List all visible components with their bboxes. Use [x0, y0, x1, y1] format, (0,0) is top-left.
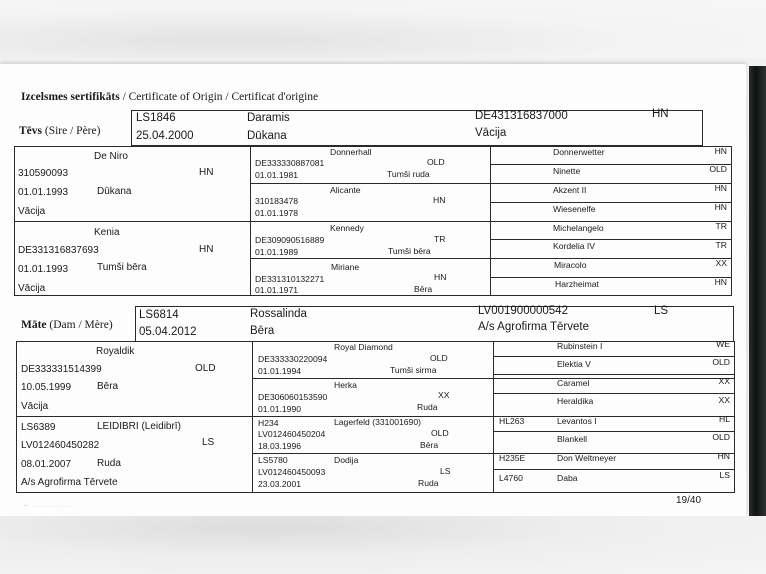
ds-dam-breed: XX	[438, 390, 450, 400]
dam-dam-name: LEIDIBRI (Leidibrī)	[97, 421, 181, 432]
ds-sire-birth-date: 01.01.1994	[258, 366, 302, 376]
gen4-breed: OLD	[712, 432, 730, 442]
gen4-name: Michelangelo	[553, 223, 604, 233]
ss-sire-breed: OLD	[427, 157, 445, 167]
sd-sire-birth-date: 01.01.1989	[255, 247, 299, 257]
title-latvian: Izcelsmes sertifikāts	[21, 91, 120, 103]
gen4-name: Daba	[557, 473, 578, 483]
gen4-code: L4760	[499, 473, 523, 483]
dam-breed: LS	[654, 305, 669, 317]
dam-dam-reg-no: LS6389	[21, 422, 56, 433]
dam-sire-birth-date: 10.05.1999	[21, 382, 72, 393]
sd-dam-name: Miriane	[331, 262, 360, 272]
title-translations: / Certificate of Origin / Certificat d'origine	[119, 91, 319, 103]
sire-country: Vācija	[475, 127, 507, 139]
sire-birth-date: 25.04.2000	[136, 130, 194, 142]
gen4-breed: HN	[717, 451, 730, 461]
dam-reg-no: LS6814	[139, 309, 179, 321]
ds-sire-breed: OLD	[430, 353, 448, 363]
dd-dam-birth-date: 23.03.2001	[258, 479, 302, 489]
sd-sire-id: DE309090516889	[255, 235, 325, 245]
sire-dam-color: Tumši bēra	[97, 262, 147, 273]
dd-dam-color: Ruda	[418, 478, 439, 488]
sire-sire-name: De Niro	[94, 151, 128, 162]
sd-sire-color: Tumši bēra	[388, 246, 431, 256]
dd-sire-name: Lagerfeld (331001690)	[334, 417, 421, 427]
ss-sire-id: DE333330887081	[255, 158, 325, 168]
gen4-name: Rubinstein I	[557, 341, 603, 351]
ss-sire-name: Donnerhall	[330, 147, 372, 157]
gen4-breed: XX	[715, 258, 727, 268]
dd-sire-reg-no: H234	[258, 418, 279, 428]
gen4-name: Elektia V	[557, 359, 591, 369]
ds-dam-name: Herka	[334, 380, 357, 390]
grid-divider	[252, 453, 735, 454]
ss-sire-color: Tumši ruda	[387, 169, 430, 179]
sire-color: Dūkana	[247, 130, 287, 142]
gen4-breed: TR	[715, 221, 727, 231]
gen4-name: Heraldika	[557, 396, 594, 406]
ss-dam-id: 310183478	[255, 196, 299, 206]
gen4-breed: XX	[718, 376, 730, 386]
dd-sire-breed: OLD	[431, 428, 449, 438]
certificate-title	[21, 91, 318, 103]
gen4-name: Wiesenelfe	[553, 204, 596, 214]
sire-sire-birth-date: 01.01.1993	[18, 187, 69, 198]
gen4-breed: HN	[714, 277, 727, 287]
sire-label-rest: (Sire / Père)	[42, 125, 101, 137]
sire-dam-name: Kenia	[94, 227, 120, 238]
sire-label-bold: Tēvs	[19, 125, 42, 137]
ds-dam-id: DE306060153590	[258, 392, 328, 402]
footer-stamp: ~ ·· ·········	[24, 503, 72, 510]
dam-sire-breed: OLD	[195, 363, 216, 374]
sd-dam-breed: HN	[434, 272, 447, 282]
grid-divider	[250, 258, 732, 259]
gen4-breed: WE	[716, 339, 730, 349]
dam-label	[21, 319, 113, 331]
dam-sire-country: Vācija	[21, 401, 49, 412]
gen4-code: HL263	[499, 416, 525, 426]
ss-dam-birth-date: 01.01.1978	[255, 208, 299, 218]
dd-sire-birth-date: 18.03.1996	[258, 441, 302, 451]
gen4-name: Don Weltmeyer	[557, 453, 617, 463]
sire-sire-id: 310590093	[18, 168, 69, 179]
gen4-name: Levantos I	[557, 416, 597, 426]
gen4-name: Harzheimat	[555, 279, 599, 289]
dam-dam-breed: LS	[202, 437, 215, 448]
grid-divider	[252, 378, 735, 379]
gen4-name: Akzent II	[553, 185, 587, 195]
sire-name: Daramis	[247, 112, 290, 124]
dam-color: Bēra	[250, 325, 275, 337]
gen4-breed: HN	[714, 183, 727, 193]
dam-dam-color: Ruda	[97, 458, 121, 469]
ds-sire-name: Royal Diamond	[334, 342, 393, 352]
dd-dam-breed: LS	[440, 466, 451, 476]
gen4-name: Donnerwetter	[553, 147, 605, 157]
gen4-breed: HN	[714, 146, 727, 156]
dam-name: Rossalinda	[250, 308, 307, 320]
grid-divider	[493, 374, 735, 375]
background-bottom	[0, 516, 766, 574]
gen4-name: Kordelia IV	[553, 241, 596, 251]
sd-dam-color: Bēra	[414, 284, 433, 294]
gen4-breed: TR	[715, 240, 727, 250]
gen4-code: H235E	[499, 453, 526, 463]
sd-dam-id: DE331310132271	[255, 274, 325, 284]
dam-label-bold: Māte	[21, 319, 47, 331]
gen4-name: Miracolo	[554, 260, 587, 270]
dam-ueln: LV001900000542	[478, 305, 568, 317]
dam-sire-name: Royaldik	[96, 346, 135, 357]
ds-sire-id: DE333330220094	[258, 354, 328, 364]
page-number: 19/40	[676, 495, 702, 506]
gen4-breed: XX	[718, 395, 730, 405]
ds-dam-color: Ruda	[417, 402, 438, 412]
sire-sire-country: Vācija	[18, 206, 46, 217]
binder-edge	[749, 66, 766, 516]
sire-dam-country: Vācija	[18, 283, 46, 294]
sire-label	[19, 125, 100, 137]
dam-dam-id: LV012460450282	[21, 440, 100, 451]
dd-dam-reg-no: LS5780	[258, 455, 288, 465]
grid-divider	[250, 183, 732, 184]
grid-divider	[493, 393, 735, 394]
dam-header-box	[135, 306, 734, 342]
background-top	[0, 0, 766, 58]
grid-divider	[252, 341, 253, 493]
gen4-breed: LS	[719, 470, 730, 480]
sire-dam-id: DE331316837693	[18, 245, 99, 256]
dd-sire-id: LV012460450204	[258, 429, 326, 439]
dam-dam-owner: A/s Agrofirma Tērvete	[21, 477, 118, 488]
dam-birth-date: 05.04.2012	[139, 326, 197, 338]
ds-dam-birth-date: 01.01.1990	[258, 404, 302, 414]
gen4-breed: OLD	[709, 164, 727, 174]
dam-sire-id: DE333331514399	[21, 364, 102, 375]
sd-dam-birth-date: 01.01.1971	[255, 285, 299, 295]
grid-divider	[493, 341, 494, 493]
sire-header-box	[131, 110, 703, 146]
ss-dam-breed: HN	[433, 195, 446, 205]
ss-dam-name: Alicante	[330, 185, 361, 195]
gen4-breed: OLD	[712, 357, 730, 367]
gen4-breed: HL	[719, 414, 730, 424]
gen4-breed: HN	[714, 202, 727, 212]
sd-sire-name: Kennedy	[330, 223, 364, 233]
sire-dam-breed: HN	[199, 244, 214, 255]
sire-reg-no: LS1846	[136, 112, 176, 124]
sire-sire-breed: HN	[199, 167, 214, 178]
gen4-name: Ninette	[553, 166, 581, 176]
dam-dam-birth-date: 08.01.2007	[21, 459, 72, 470]
dd-dam-id: LV012460450093	[258, 467, 326, 477]
sire-dam-birth-date: 01.01.1993	[18, 264, 69, 275]
sd-sire-breed: TR	[434, 234, 446, 244]
grid-divider	[14, 221, 732, 222]
dam-sire-color: Bēra	[97, 381, 119, 392]
dam-owner: A/s Agrofirma Tērvete	[478, 321, 589, 333]
ss-sire-birth-date: 01.01.1981	[255, 170, 299, 180]
dam-label-rest: (Dam / Mère)	[46, 319, 113, 331]
sire-breed: HN	[652, 108, 669, 120]
dd-sire-color: Bēra	[420, 440, 439, 450]
sire-sire-color: Dūkana	[97, 186, 132, 197]
gen4-name: Blankell	[557, 434, 588, 444]
ds-sire-color: Tumši sirma	[390, 365, 437, 375]
gen4-name: Caramel	[557, 378, 590, 388]
sire-ueln: DE431316837000	[475, 110, 568, 122]
dd-dam-name: Dodija	[334, 455, 359, 465]
